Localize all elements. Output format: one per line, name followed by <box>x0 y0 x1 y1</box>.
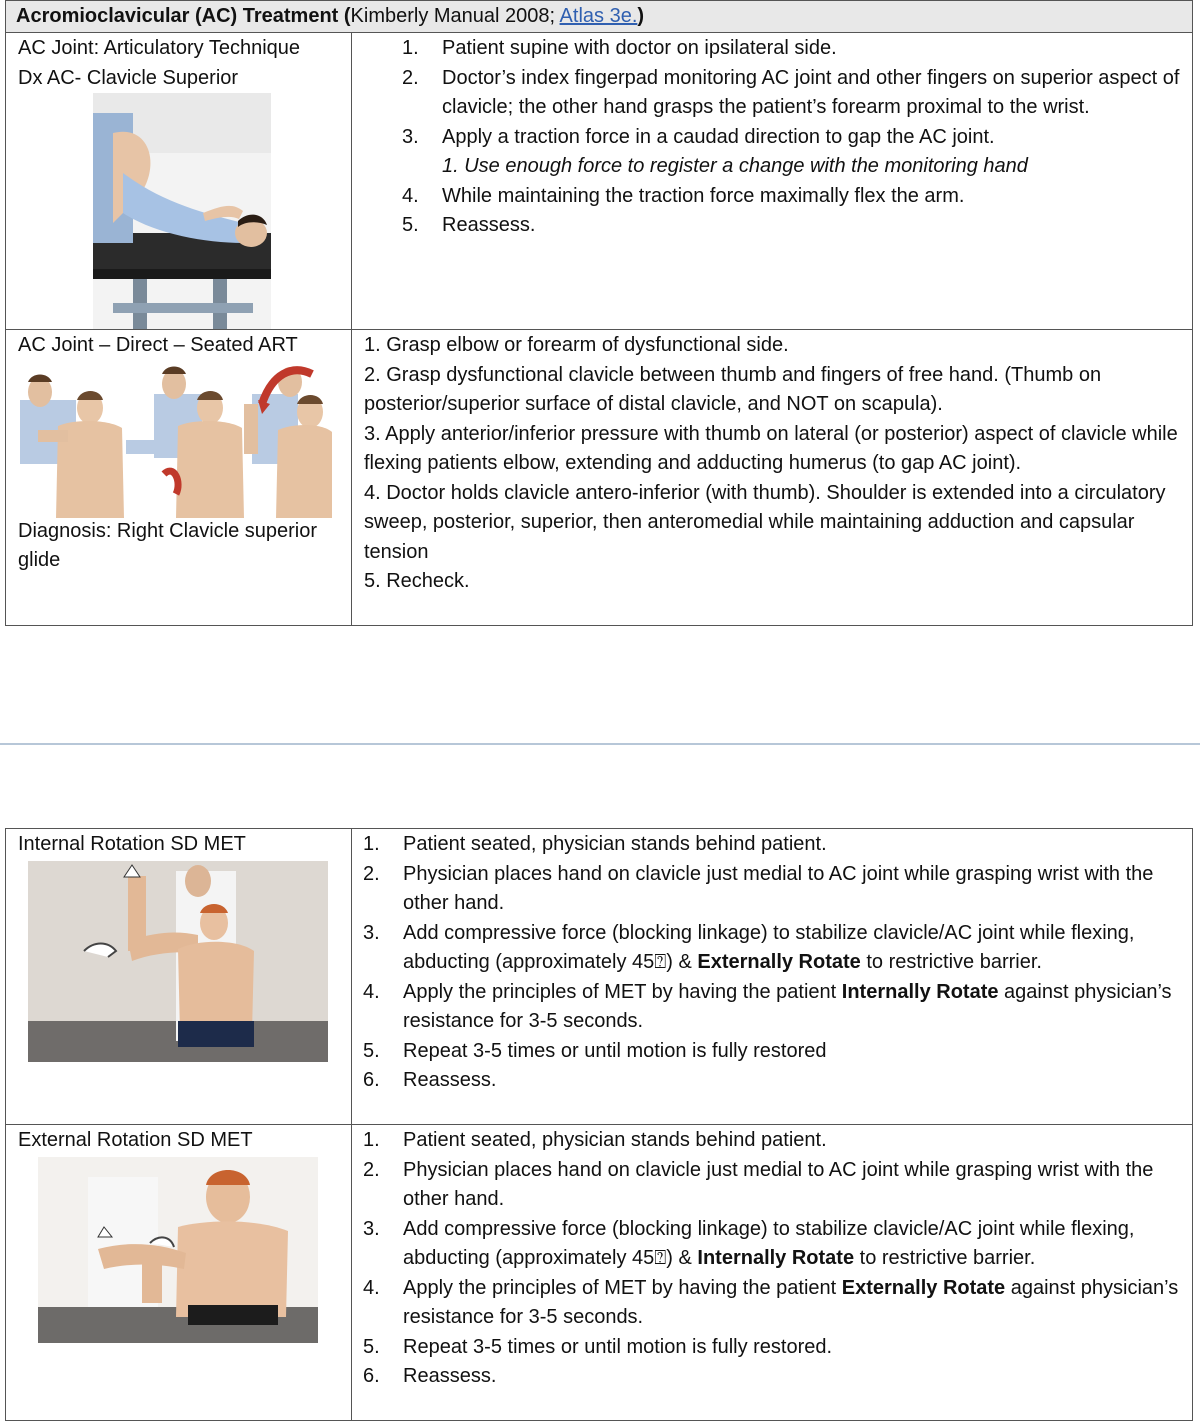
step-text: ) & <box>666 951 698 973</box>
steps-list <box>352 830 1182 1096</box>
list-item <box>352 64 1182 123</box>
step-number: 2. <box>363 1158 380 1181</box>
step-text: Reassess. <box>442 214 536 236</box>
step-number: 4. <box>402 184 419 207</box>
step-text: Add compressive force (blocking linkage) to stabilize clavicle/AC joint while flexing, abducting (approximately 45 <box>403 1217 1135 1269</box>
technique-label-cell <box>6 1125 352 1421</box>
step-text: 2. Grasp dysfunctional clavicle between thumb and fingers of free hand. (Thumb on posterior/superior surface of distal clavicle, and NOT on scapula). <box>364 363 1102 415</box>
steps-cell <box>352 33 1193 330</box>
step-text: to restrictive barrier. <box>854 1247 1036 1269</box>
step-number: 6. <box>363 1069 380 1091</box>
sub-step: 1. Use enough force to register a change with the monitoring hand <box>442 155 1028 177</box>
step-number: 2. <box>363 862 380 885</box>
list-item <box>352 1156 1182 1215</box>
table-title <box>6 1 1193 33</box>
step-text: to restrictive barrier. <box>860 951 1042 973</box>
technique-label-cell <box>6 33 352 330</box>
list-item <box>352 182 1182 212</box>
met-treatment-table <box>5 828 1193 1421</box>
list-item <box>352 978 1182 1037</box>
list-item <box>352 1333 1182 1363</box>
list-item <box>352 211 1182 241</box>
step-text: Apply the principles of MET by having the patient <box>403 980 842 1003</box>
technique-name: External Rotation SD MET <box>18 1129 253 1151</box>
step-text: ) & <box>666 1247 698 1269</box>
technique-name: Internal Rotation SD MET <box>18 833 246 855</box>
step-number: 2. <box>402 66 419 89</box>
title-reference: Kimberly Manual 2008; <box>350 5 560 27</box>
steps-cell <box>352 330 1193 626</box>
step-text: Doctor’s index fingerpad monitoring AC joint and other fingers on superior aspect of clavicle; the other hand grasps the patient’s forearm proximal to the wrist. <box>442 66 1180 118</box>
step-emphasis: Internally Rotate <box>841 980 999 1003</box>
technique-label-cell <box>6 330 352 626</box>
step-text: against physician’s resistance for 3-5 seconds. <box>403 1276 1179 1328</box>
step-number: 3. <box>402 125 419 148</box>
step-number: 1. <box>402 37 419 59</box>
missing-glyph: ⍰ <box>654 951 667 973</box>
steps-list <box>352 1126 1182 1392</box>
step-text: Reassess. <box>403 1365 497 1387</box>
title-close: ) <box>637 5 645 27</box>
technique-name: AC Joint – Direct – Seated ART <box>18 334 298 356</box>
list-item <box>352 1362 1182 1392</box>
step-text: 4. Doctor holds clavicle antero-inferior (with thumb). Shoulder is extended into a circulatory sweep, posterior, superior, then anteromedial while maintaining adduction and capsular tension <box>364 481 1166 563</box>
step-text: Apply the principles of MET by having the patient <box>403 1276 842 1299</box>
technique-name: AC Joint: Articulatory Technique <box>18 37 301 59</box>
step-number: 3. <box>363 921 380 944</box>
title-bold: Acromioclavicular (AC) Treatment ( <box>16 5 351 27</box>
table-row <box>6 1125 1193 1421</box>
steps-cell <box>352 1125 1193 1421</box>
step-text: Patient seated, physician stands behind patient. <box>403 1129 827 1151</box>
list-item <box>352 123 1182 153</box>
step-emphasis: Externally Rotate <box>841 1276 1006 1299</box>
step-text: Add compressive force (blocking linkage) to stabilize clavicle/AC joint while flexing, abducting (approximately 45 <box>403 921 1135 973</box>
photo-seated-patient-arm-raised <box>28 861 328 1062</box>
step-text: Physician places hand on clavicle just medial to AC joint while grasping wrist with the other hand. <box>403 862 1154 914</box>
step-text: Apply a traction force in a caudad direction to gap the AC joint. <box>442 125 995 148</box>
list-item <box>352 1274 1182 1333</box>
list-item <box>352 1215 1182 1274</box>
step-text: 3. Apply anterior/inferior pressure with thumb on lateral (or posterior) aspect of clavicle while flexing patients elbow, extending and adducting humerus (to gap AC joint). <box>364 422 1178 474</box>
table-row <box>6 33 1193 330</box>
diagnosis-label: Diagnosis: Right Clavicle superior glide <box>18 519 318 571</box>
step-emphasis: Externally Rotate <box>697 951 861 973</box>
section-divider <box>0 743 1200 745</box>
step-text: Repeat 3-5 times or until motion is fully restored. <box>403 1335 833 1358</box>
step-emphasis: Internally Rotate <box>697 1247 855 1269</box>
atlas-link[interactable]: Atlas 3e. <box>559 5 638 27</box>
diagnosis-label: Dx AC- Clavicle Superior <box>18 66 239 89</box>
step-number: 5. <box>363 1335 380 1358</box>
step-number: 6. <box>363 1365 380 1387</box>
list-item <box>352 34 1182 64</box>
photo-seated-patient-arm-forward <box>38 1157 318 1343</box>
ac-treatment-table <box>5 0 1193 626</box>
step-text: Patient supine with doctor on ipsilateral side. <box>442 37 837 59</box>
list-item <box>352 1066 1182 1096</box>
list-item <box>352 860 1182 919</box>
three-photo-sequence-seated-art <box>18 364 332 518</box>
step-text: Patient seated, physician stands behind patient. <box>403 833 827 855</box>
step-text: Physician places hand on clavicle just medial to AC joint while grasping wrist with the other hand. <box>403 1158 1154 1210</box>
steps-cell <box>352 829 1193 1125</box>
step-text: 1. Grasp elbow or forearm of dysfunctional side. <box>364 334 789 356</box>
table-row <box>6 829 1193 1125</box>
missing-glyph: ⍰ <box>654 1247 667 1269</box>
step-text: 5. Recheck. <box>364 570 470 592</box>
step-text: Reassess. <box>403 1069 497 1091</box>
steps-list-continued <box>352 182 1182 241</box>
step-number: 1. <box>363 1129 380 1151</box>
list-item <box>352 1126 1182 1156</box>
step-number: 4. <box>363 980 380 1003</box>
step-number: 5. <box>363 1039 380 1062</box>
step-text: Repeat 3-5 times or until motion is fully restored <box>403 1039 827 1062</box>
photo-doctor-flexing-supine-patient-arm <box>93 93 271 329</box>
step-number: 1. <box>363 833 380 855</box>
step-number: 3. <box>363 1217 380 1240</box>
step-number: 5. <box>402 214 419 236</box>
table-row <box>6 330 1193 626</box>
list-item <box>352 1037 1182 1067</box>
step-number: 4. <box>363 1276 380 1299</box>
technique-label-cell <box>6 829 352 1125</box>
step-text: While maintaining the traction force maximally flex the arm. <box>442 184 965 207</box>
list-item <box>352 830 1182 860</box>
step-text: against physician’s resistance for 3-5 seconds. <box>403 980 1172 1032</box>
steps-list <box>352 34 1182 152</box>
list-item <box>352 919 1182 978</box>
